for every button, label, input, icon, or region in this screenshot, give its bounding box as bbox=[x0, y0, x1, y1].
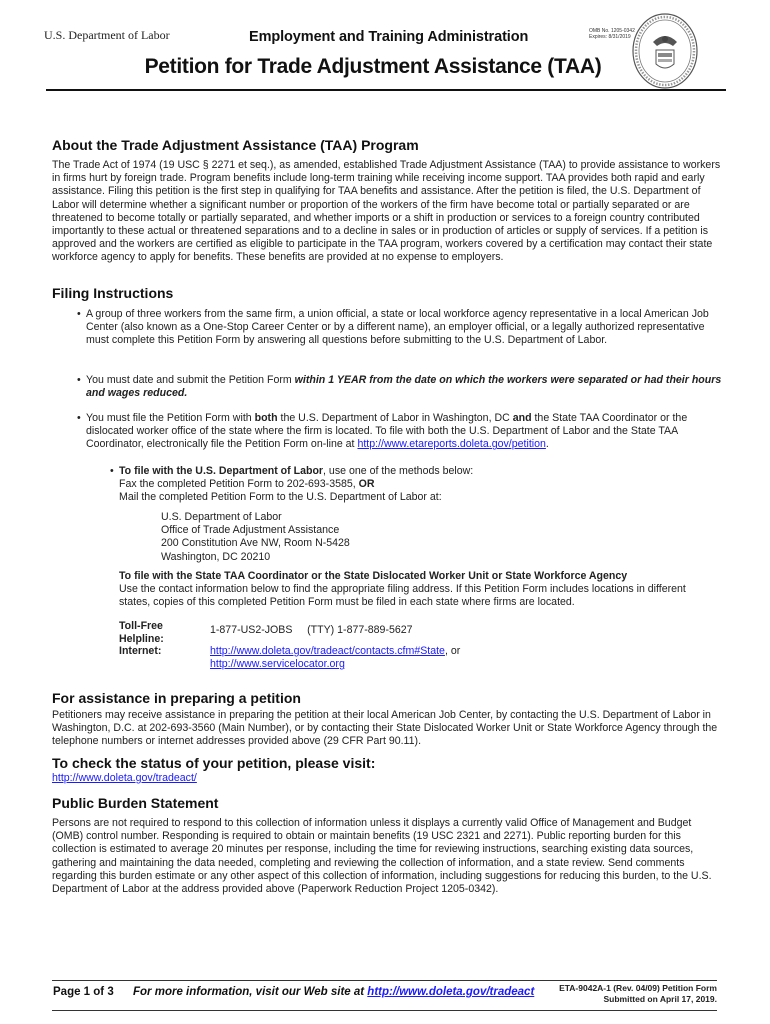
filing-item-3: • You must file the Petition Form with both the U.S. Department of Labor in Washington, DC and the State TAA Coordinator or the dislocated worker office of the state where the firm is located. To file with both the U.S. Department of Labor and the State TAA Coordinator, electronically file the Petition Form on-line at http://www.etareports.doleta.gov/petition. bbox=[77, 412, 688, 451]
etareports-petition-link[interactable]: http://www.etareports.doleta.gov/petition bbox=[357, 438, 546, 451]
status-heading: To check the status of your petition, please visit: bbox=[52, 755, 376, 771]
bullet-icon: • bbox=[77, 308, 81, 320]
tradeact-website-link[interactable]: http://www.doleta.gov/tradeact bbox=[367, 986, 535, 998]
servicelocator-link[interactable]: http://www.servicelocator.org bbox=[210, 658, 345, 671]
about-heading: About the Trade Adjustment Assistance (TAA) Program bbox=[52, 137, 419, 153]
state-filing-section bbox=[119, 570, 719, 610]
agency-name: Employment and Training Administration bbox=[249, 29, 529, 45]
state-contacts-link[interactable]: http://www.doleta.gov/tradeact/contacts.cfm#State bbox=[210, 645, 445, 657]
address-line: Washington, DC 20210 bbox=[161, 550, 271, 563]
burden-body: Persons are not required to respond to this collection of information unless it displays a currently valid Office of Management and Budget (OMB) control number. Responding is required to obtain or maintain benefits (19 USC 2321 and 2271). Public reporting burden for this collection is estimated to average 20 minutes per response, including the time for reviewing instructions, searching existing data sources, gathering and maintaining the data needed, completing and reviewing the collection of information, and a state review. Send comments regarding this burden estimate or any other aspect of this collection of information, including suggestions for reducing this burden, to the U.S. Department of Labor at the address provided above (Paperwork Reduction Project 1205-0342). bbox=[52, 817, 712, 896]
state-filing-body: Use the contact information below to find the appropriate filing address. If this Petition Form includes locations in different states, copies of this completed Petition Form must be filed in each state where firms are located. bbox=[119, 583, 686, 609]
filing-item-1: • A group of three workers from the same firm, a union official, a state or local workforce agency representative in a local American Job Center (also known as a One-Stop Career Center or by a different name), an employer official, or a legally authorized representative must complete this Petition Form by answering all questions before submitting to the U.S. Department of Labor. bbox=[77, 308, 709, 347]
internet-links: http://www.doleta.gov/tradeact/contacts.cfm#State, or http://www.servicelocator.org bbox=[210, 645, 461, 671]
assistance-heading: For assistance in preparing a petition bbox=[52, 690, 301, 706]
state-filing-heading: To file with the State TAA Coordinator or the State Dislocated Worker Unit or State Workforce Agency bbox=[119, 570, 628, 582]
department-name: U.S. Department of Labor bbox=[44, 28, 170, 42]
about-body: The Trade Act of 1974 (19 USC § 2271 et seq.), as amended, established Trade Adjustment Assistance (TAA) to provide assistance to workers in firms hurt by foreign trade. Program benefits include long-term training while receiving income support. TAA provides both rapid and early assistance. Filing this petition is the first step in qualifying for TAA benefits and assistance. After the petition is filed, the U.S. Department of Labor will determine whether a significant number or proportion of the workers of the firm have become total or partially separated or are threatened to become totally or partially separated, and whether imports or a shift in production or services to a foreign country contributed importantly to these actual or threatened separations and to a decline in sales or in production of articles or supply of services. If a petition is approved and the workers are certified as eligible to participate in the TAA program, workers covered by a certification may contact their state workforce agency to apply for benefits. These benefits are provided at no expense to employers. bbox=[52, 159, 721, 264]
dol-filing-heading: To file with the U.S. Department of Labor bbox=[119, 465, 324, 477]
submitted-date: Submitted on April 17, 2019. bbox=[603, 994, 717, 1004]
mailing-address bbox=[161, 511, 561, 564]
footer-bottom-divider bbox=[52, 1010, 717, 1011]
address-line: Office of Trade Adjustment Assistance bbox=[161, 524, 340, 537]
deadline-emphasis: within 1 YEAR from the date on which the workers were separated or had their hours and wages reduced. bbox=[86, 374, 722, 400]
status-link[interactable]: http://www.doleta.gov/tradeact/ bbox=[52, 772, 197, 784]
more-info: For more information, visit our Web site at http://www.doleta.gov/tradeact bbox=[133, 986, 535, 998]
bullet-icon: • bbox=[77, 374, 81, 386]
page-number: Page 1 of 3 bbox=[53, 986, 114, 998]
address-line: U.S. Department of Labor bbox=[161, 511, 282, 523]
dol-filing-methods: • To file with the U.S. Department of Labor, use one of the methods below: Fax the completed Petition Form to 202-693-3585, OR Mail the completed Petition Form to the U.S. Department of Labor at: bbox=[119, 465, 719, 505]
mail-instruction: Mail the completed Petition Form to the U.S. Department of Labor at: bbox=[119, 491, 442, 504]
form-id: ETA-9042A-1 (Rev. 04/09) Petition Form bbox=[559, 983, 717, 993]
footer-top-divider bbox=[52, 980, 717, 981]
helpline-label: Toll-Free Helpline: bbox=[119, 620, 164, 646]
page-title: Petition for Trade Adjustment Assistance (TAA) bbox=[144, 55, 602, 78]
internet-label: Internet: bbox=[119, 645, 162, 657]
form-identifier bbox=[520, 983, 717, 1005]
filing-heading: Filing Instructions bbox=[52, 285, 174, 301]
address-line: 200 Constitution Ave NW, Room N-5428 bbox=[161, 537, 350, 550]
assistance-body: Petitioners may receive assistance in preparing the petition at their local American Job Center, by contacting the U.S. Department of Labor in Washington, D.C. at 202-693-3560 (Main Number), or by contacting their State Dislocated Worker Unit or State Workforce Agency through the telephone numbers or internet addresses provided above (29 CFR Part 90.11). bbox=[52, 709, 718, 748]
filing-item-2: • You must date and submit the Petition Form within 1 YEAR from the date on which the workers were separated or had their hours and wages reduced. bbox=[77, 374, 722, 400]
helpline-value: 1-877-US2-JOBS (TTY) 1-877-889-5627 bbox=[210, 624, 413, 636]
header-divider bbox=[46, 89, 726, 91]
omb-expires: Expires: 8/31/2019 bbox=[589, 34, 631, 40]
fax-instruction: Fax the completed Petition Form to 202-693-3585, OR bbox=[119, 478, 375, 491]
burden-heading: Public Burden Statement bbox=[52, 795, 219, 811]
department-seal-icon bbox=[631, 12, 699, 90]
omb-number: OMB No. 1205-0342 bbox=[589, 28, 635, 34]
bullet-icon: • bbox=[77, 412, 81, 424]
bullet-icon: • bbox=[110, 465, 114, 477]
omb-info bbox=[589, 28, 635, 40]
